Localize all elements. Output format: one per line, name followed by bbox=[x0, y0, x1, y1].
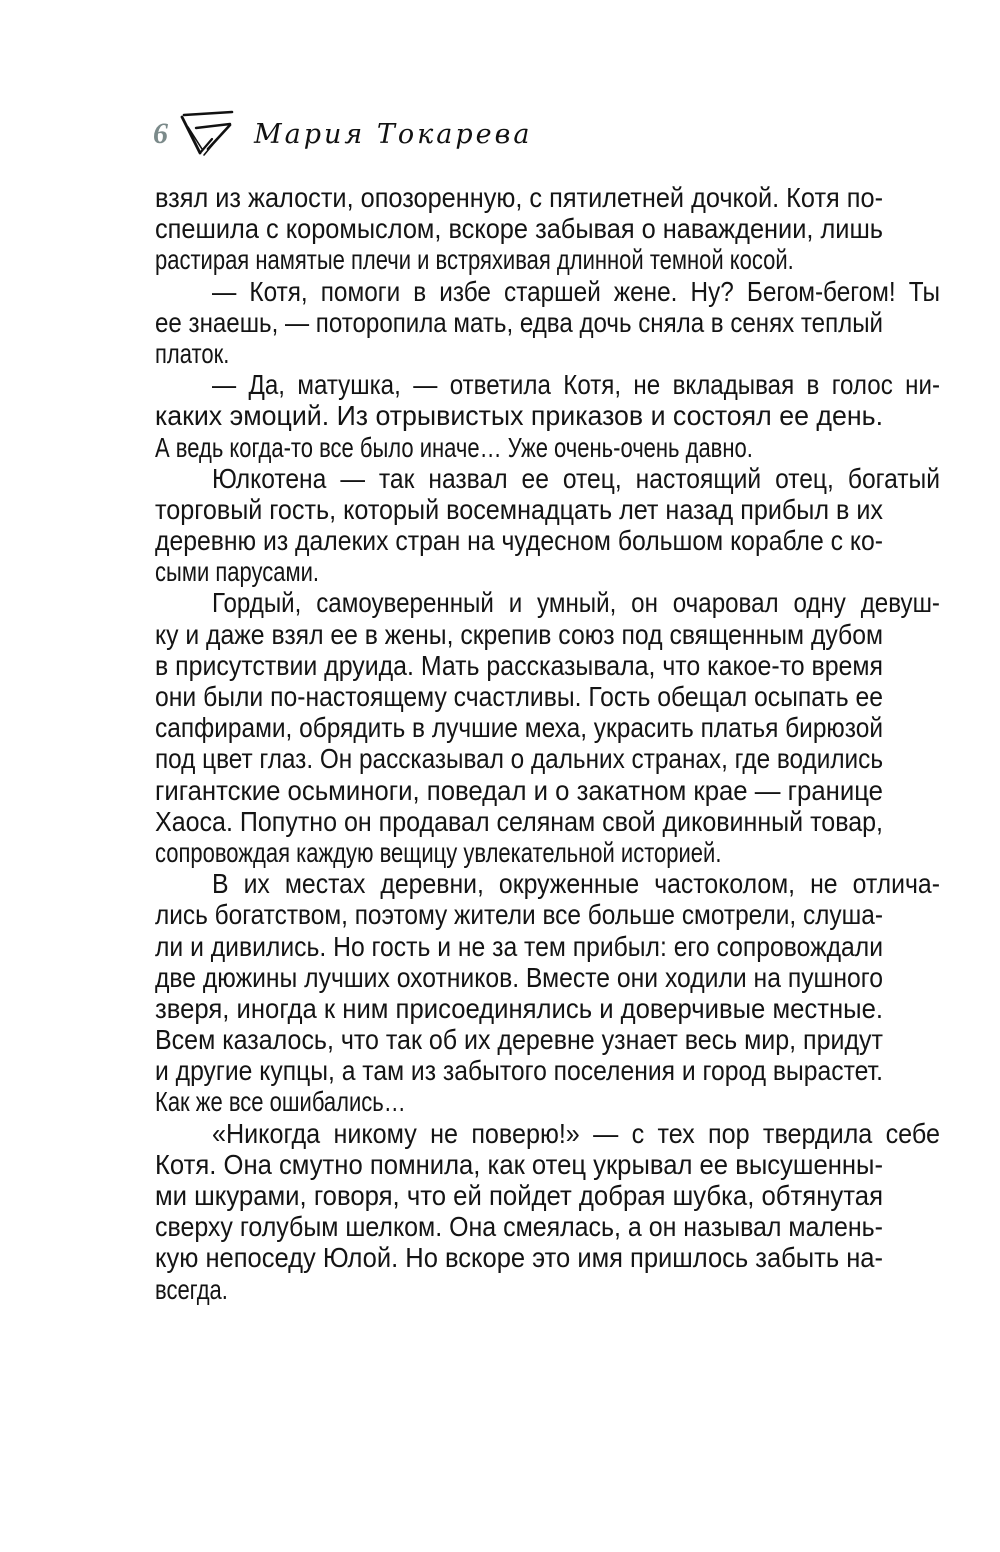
text-line: Всем казалось, что так об их деревне узнает весь мир, придут bbox=[155, 1024, 883, 1056]
text-line: лись богатством, поэтому жители все больше смотрели, слуша- bbox=[155, 899, 883, 931]
text-line: Котя. Она смутно помнила, как отец укрывал ее высушенны- bbox=[155, 1148, 883, 1180]
running-head bbox=[153, 104, 532, 164]
text-line: сыми парусами. bbox=[155, 556, 319, 588]
text-line: торговый гость, который восемнадцать лет назад прибыл в их bbox=[155, 493, 883, 525]
text-line: в присутствии друида. Мать рассказывала, что какое-то время bbox=[155, 649, 883, 681]
text-line: кую непоседу Юлой. Но вскоре это имя пришлось забыть на- bbox=[155, 1242, 883, 1274]
text-line: ли и дивились. Но гость и не за тем прибыл: его сопровождали bbox=[155, 930, 883, 962]
text-line: платок. bbox=[155, 337, 230, 369]
text-line: под цвет глаз. Он рассказывал о дальних странах, где водились bbox=[155, 743, 883, 775]
text-line: Хаоса. Попутно он продавал селянам свой диковинный товар, bbox=[155, 805, 883, 837]
page-number: 6 bbox=[153, 117, 168, 150]
text-line: взял из жалости, опозоренную, с пятилетней дочкой. Котя по- bbox=[155, 182, 883, 213]
text-line: сопровождая каждую вещицу увлекательной историей. bbox=[155, 836, 722, 868]
text-line: ми шкурами, говоря, что ей пойдет добрая шубка, обтянутая bbox=[155, 1180, 883, 1211]
text-line: сапфирами, обрядить в лучшие меха, украсить платья бирюзой bbox=[155, 712, 883, 744]
text-line: Гордый, самоуверенный и умный, он очаровал одну девуш- bbox=[211, 587, 940, 619]
text-line: ее знаешь, — поторопила мать, едва дочь сняла в сенях теплый bbox=[155, 306, 883, 338]
text-line: «Никогда никому не поверю!» — с тех пор твердила себе bbox=[211, 1117, 940, 1149]
text-line: Юлкотена — так назвал ее отец, настоящий отец, богатый bbox=[211, 462, 940, 494]
text-line: и другие купцы, а там из забытого поселения и город вырастет. bbox=[155, 1055, 883, 1087]
text-line: зверя, иногда к ним присоединялись и доверчивые местные. bbox=[155, 992, 883, 1024]
text-line: сверху голубым шелком. Она смеялась, а он называл малень- bbox=[155, 1211, 883, 1243]
text-line: деревню из далеких стран на чудесном большом корабле с ко- bbox=[155, 525, 883, 557]
text-line: всегда. bbox=[155, 1273, 228, 1305]
text-line: — Да, матушка, — ответила Котя, не вкладывая в голос ни- bbox=[211, 369, 940, 401]
text-line: растирая намятые плечи и встряхивая длинной темной косой. bbox=[155, 244, 794, 276]
text-line: ку и даже взял ее в жены, скрепив союз под священным дубом bbox=[155, 618, 883, 650]
text-line: Как же все ошибались… bbox=[155, 1086, 406, 1118]
author-name: Мария Токарева bbox=[254, 118, 533, 150]
text-line: каких эмоций. Из отрывистых приказов и состоял ее день. bbox=[155, 400, 883, 432]
text-line: А ведь когда-то все было иначе… Уже очень-очень давно. bbox=[155, 431, 753, 463]
text-line: — Котя, помоги в избе старшей жене. Ну? Бегом-бегом! Ты bbox=[211, 275, 940, 307]
text-line: В их местах деревни, окруженные частоколом, не отлича- bbox=[211, 868, 940, 900]
text-line: спешила с коромыслом, вскоре забывая о наваждении, лишь bbox=[155, 213, 883, 245]
text-line: гигантские осьминоги, поведал и о закатном крае — границе bbox=[155, 774, 883, 806]
triangle-brush-logo-icon bbox=[178, 109, 240, 159]
body-text bbox=[155, 182, 940, 1305]
text-line: они были по-настоящему счастливы. Гость обещал осыпать ее bbox=[155, 681, 883, 712]
text-line: две дюжины лучших охотников. Вместе они ходили на пушного bbox=[155, 961, 883, 993]
